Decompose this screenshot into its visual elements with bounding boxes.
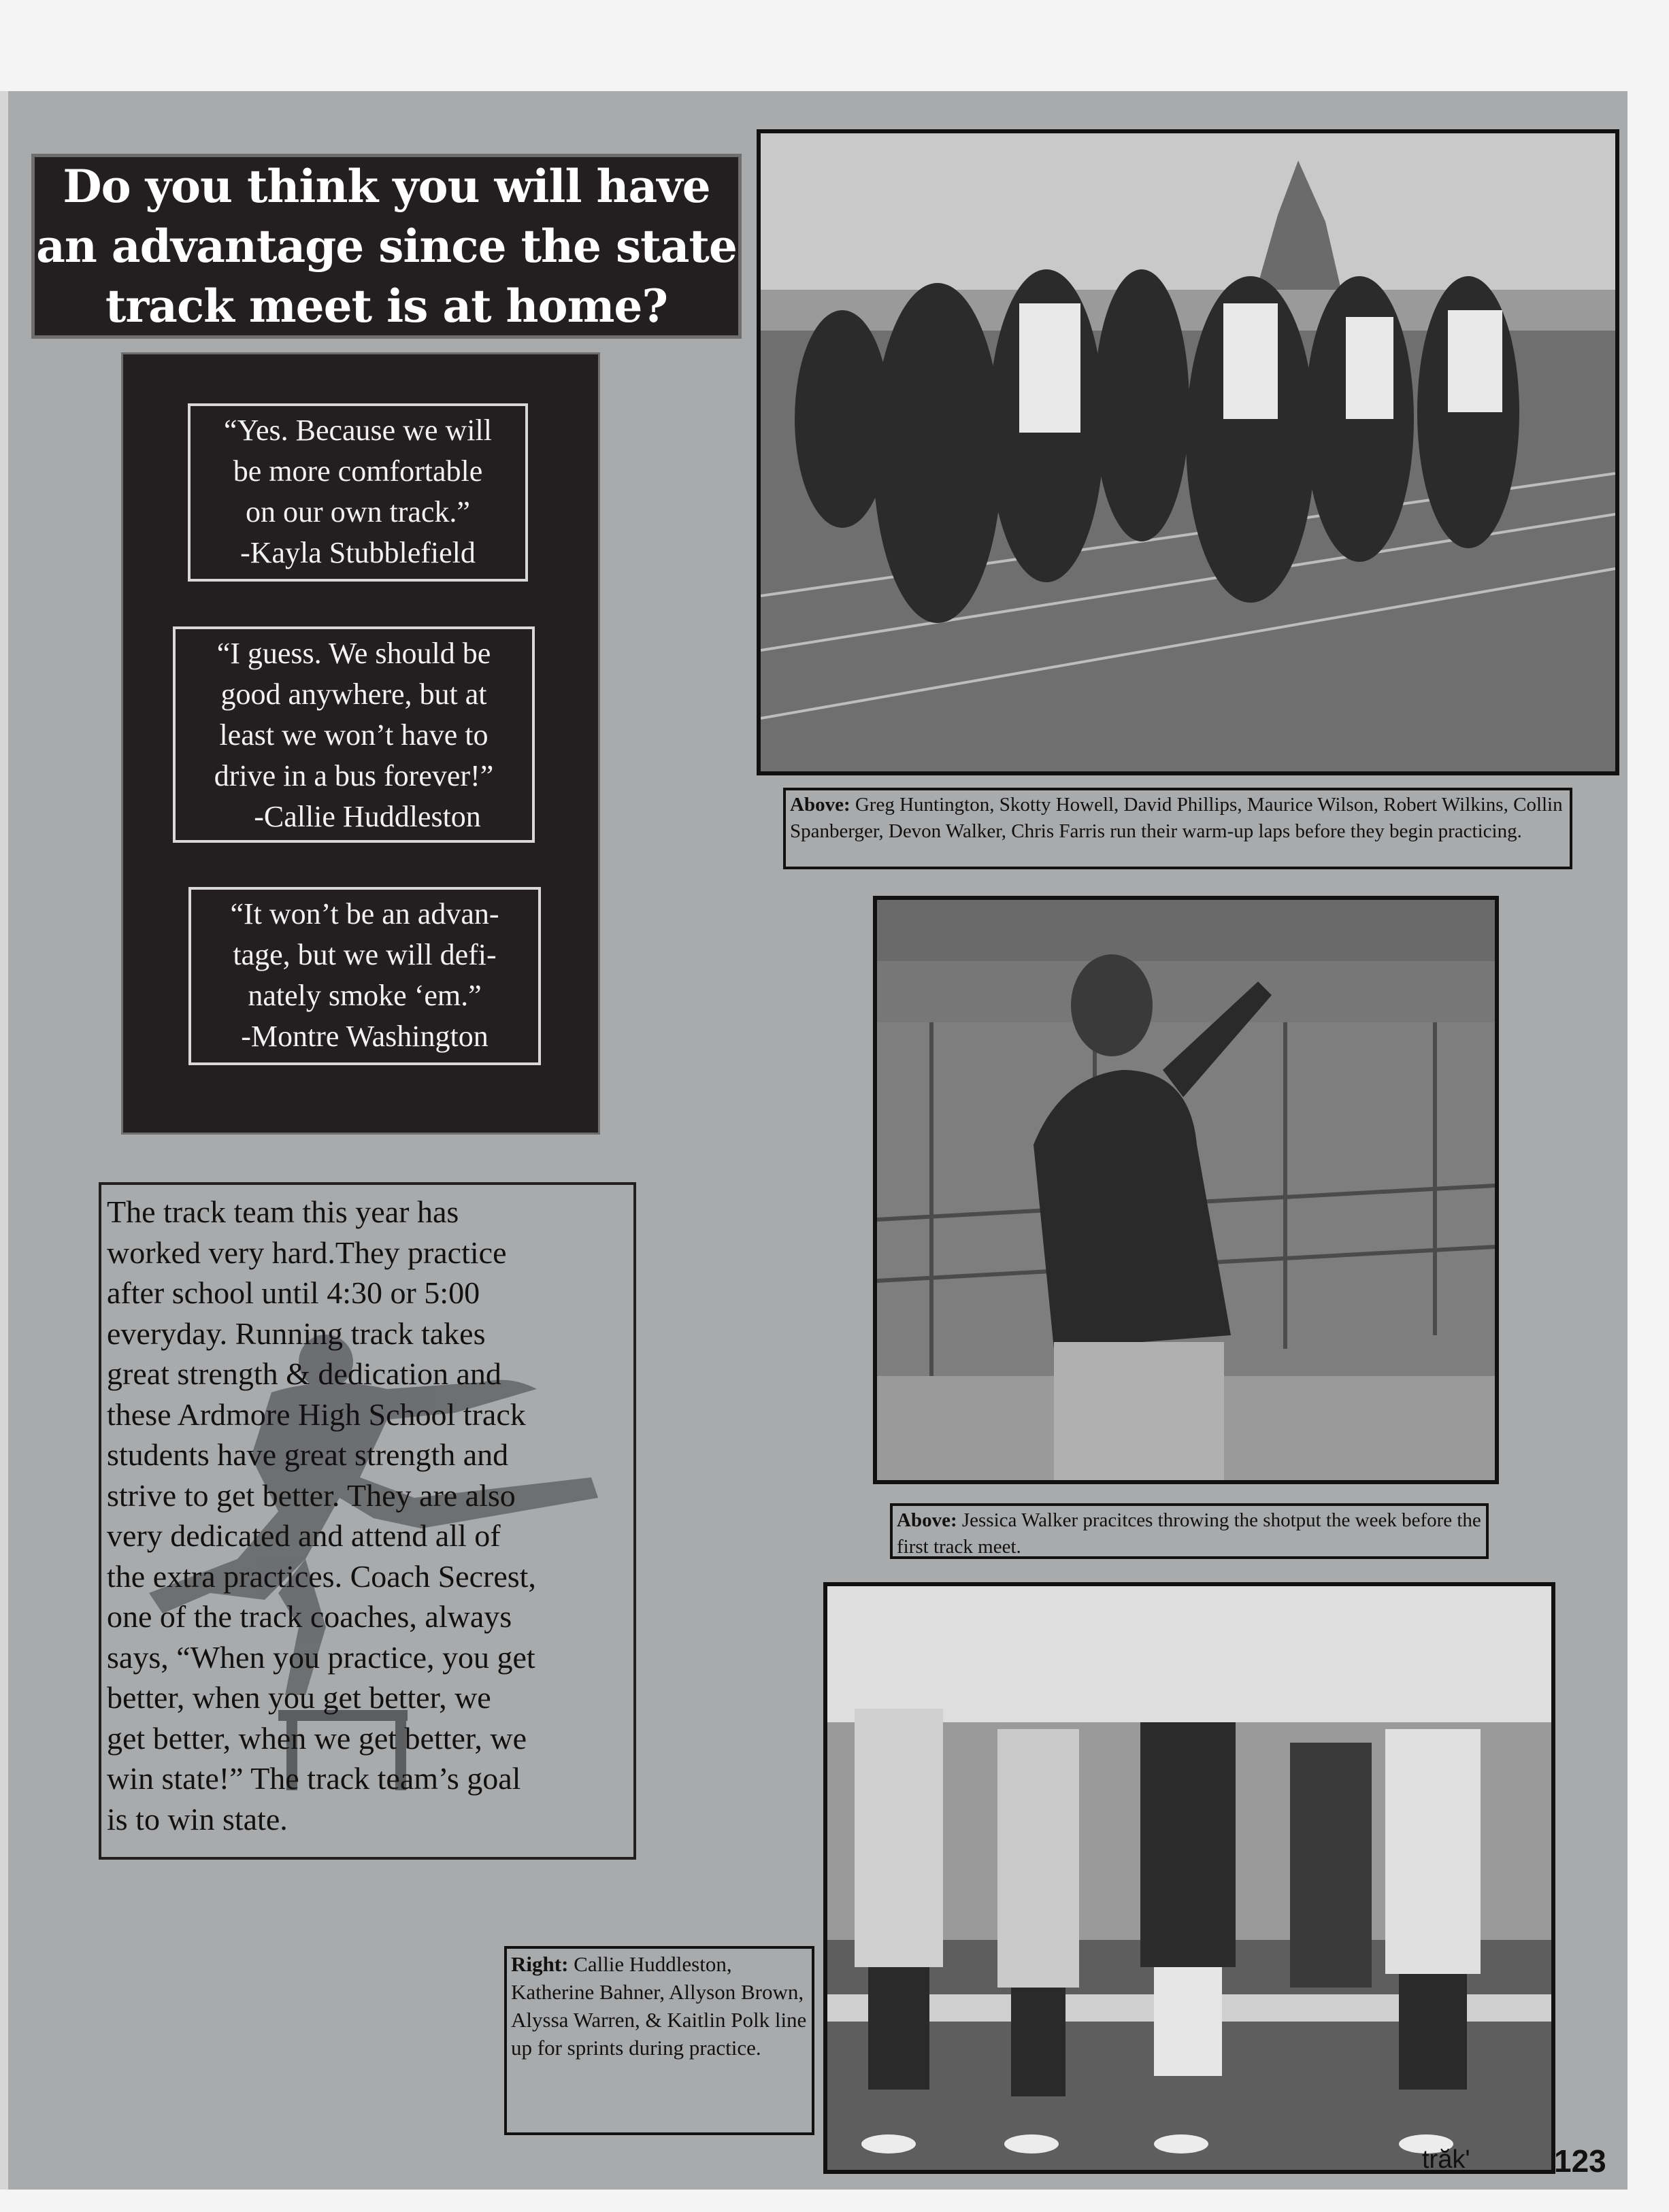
page-number: 123 [1554,2143,1606,2179]
headline-question [36,156,737,336]
story-line: students have great strength and [107,1437,509,1472]
story-line: The track team this year has [107,1194,459,1229]
caption-text: Callie Huddleston, Katherine Bahner, Allyson Brown, Alyssa Warren, & Kaitlin Polk line up for sprints during practice. [511,1952,807,2060]
quote-line: “Yes. Because we will [224,414,492,447]
quote-author: -Montre Washington [241,1020,489,1053]
quote-author: -Kayla Stubblefield [240,536,476,569]
quote-card [173,626,535,843]
quote-line: “I guess. We should be [216,637,491,670]
caption-label: Right: [511,1952,569,1976]
quote-card [188,887,541,1065]
caption-text: Greg Huntington, Skotty Howell, David Phillips, Maurice Wilson, Robert Wilkins, Collin Spanberger, Devon Walker, Chris Farris run their warm-up laps before they begin practicing. [790,794,1563,842]
quote-line: nately smoke ‘em.” [248,979,482,1012]
quote-line: drive in a bus forever!” [214,759,494,792]
sprinters-photo-icon [827,1586,1551,2170]
footer-section-title: trăk' [1422,2145,1470,2174]
caption-text: Jessica Walker pracitces throwing the shotput the week before the first track meet. [897,1509,1481,1558]
story-line: worked very hard.They practice [107,1235,507,1270]
shotput-photo-icon [877,900,1495,1480]
quote-line: “It won’t be an advan- [230,897,499,931]
story-line: everyday. Running track takes [107,1316,486,1351]
caption-label: Above: [897,1509,957,1531]
quote-line: on our own track.” [246,495,470,529]
photo-sprinters-lining-up [823,1582,1555,2174]
running-team-photo-icon [761,133,1615,771]
caption-running-laps [783,788,1572,869]
headline-line: Do you think you will have [63,160,710,213]
story-line: great strength & dedication and [107,1356,501,1391]
photo-team-running-laps [757,129,1619,775]
story-paragraph [101,1185,633,1839]
quote-author: -Callie Huddleston [254,800,481,833]
quote-card [188,403,528,582]
story-line: after school until 4:30 or 5:00 [107,1275,480,1310]
quote-line: good anywhere, but at [220,677,487,711]
story-line: these Ardmore High School track [107,1396,526,1432]
headline-line: track meet is at home? [105,280,668,333]
story-line: the extra practices. Coach Secrest, [107,1558,536,1594]
caption-shotput [890,1503,1489,1559]
quote-line: least we won’t have to [219,718,489,752]
story-text-box [99,1182,636,1860]
story-line: win state!” The track team’s goal [107,1761,521,1796]
caption-label: Above: [790,794,850,816]
yearbook-page [8,91,1627,2190]
photo-shotput-practice [873,896,1499,1484]
story-line: very dedicated and attend all of [107,1518,501,1553]
story-line: is to win state. [107,1801,288,1837]
page-spine-edge [0,91,8,2190]
story-line: says, “When you practice, you get [107,1639,535,1675]
story-line: one of the track coaches, always [107,1599,512,1634]
quote-line: be more comfortable [233,454,483,488]
headline-line: an advantage since the state [36,220,737,273]
story-line: strive to get better. They are also [107,1477,516,1513]
quote-line: tage, but we will defi- [233,938,497,971]
story-line: better, when you get better, we [107,1680,491,1715]
headline-box [31,154,742,339]
caption-sprinters [504,1946,814,2135]
story-line: get better, when we get better, we [107,1720,527,1756]
quotes-panel [121,352,600,1135]
